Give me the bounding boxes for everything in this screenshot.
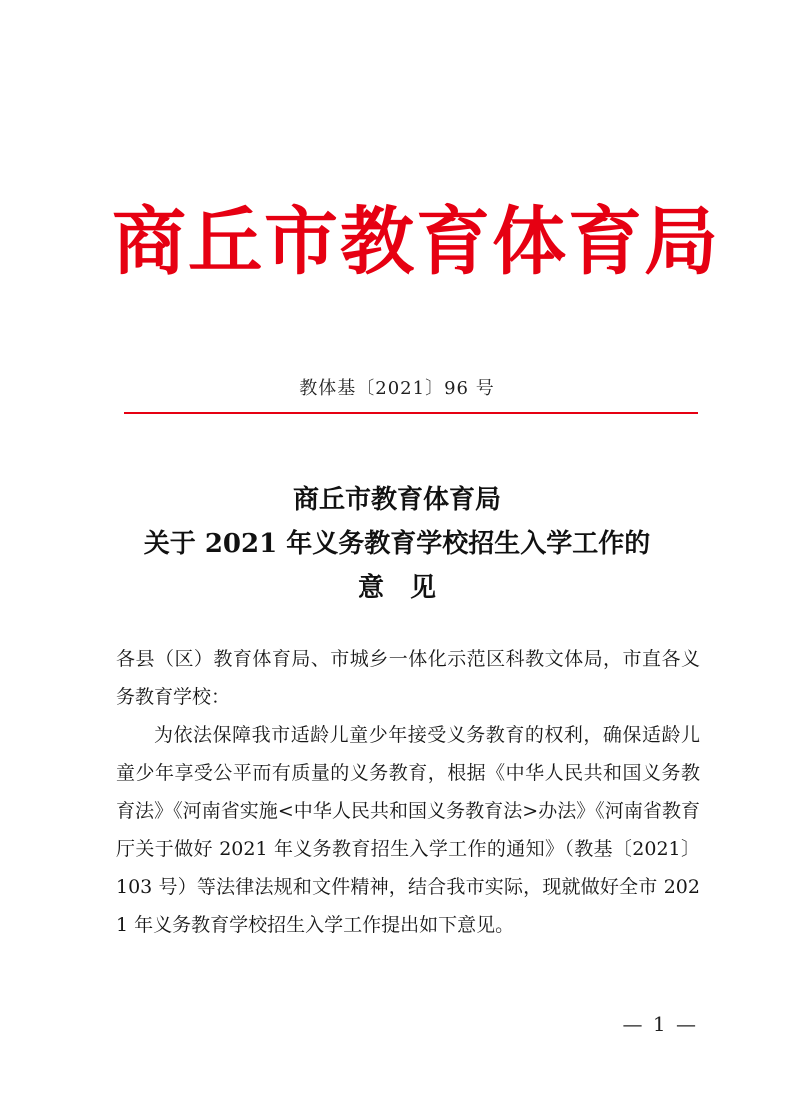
title-line-1: 商丘市教育体育局: [292, 485, 501, 515]
body-paragraph-1: 为依法保障我市适龄儿童少年接受义务教育的权利，确保适龄儿童少年享受公平而有质量的义务教育，根据《中华人民共和国义务教育法》《河南省实施<中华人民共和国义务教育法>办法》《河南省教育厅关于做好 2021 年义务教育招生入学工作的通知》（教基〔2021〕103 号）等法律法规和文件精神，结合我市实际，现就做好全市 2021 年义务教育学校招生入学工作提出如下意见。: [116, 724, 700, 936]
document-number: 教体基〔2021〕96 号: [299, 378, 495, 399]
title-line-2: 关于 2021 年义务教育学校招生入学工作的: [143, 529, 651, 559]
red-divider-line: [124, 412, 698, 414]
page-number: — 1 —: [622, 1012, 698, 1036]
title-line-3: 意见: [357, 573, 462, 603]
addressee-paragraph: 各县（区）教育体育局、市城乡一体化示范区科教文体局，市直各义务教育学校：: [116, 648, 700, 708]
document-body: [116, 640, 700, 944]
issuing-authority-header: 商丘市教育体育局: [112, 199, 720, 285]
document-title: [0, 478, 794, 610]
